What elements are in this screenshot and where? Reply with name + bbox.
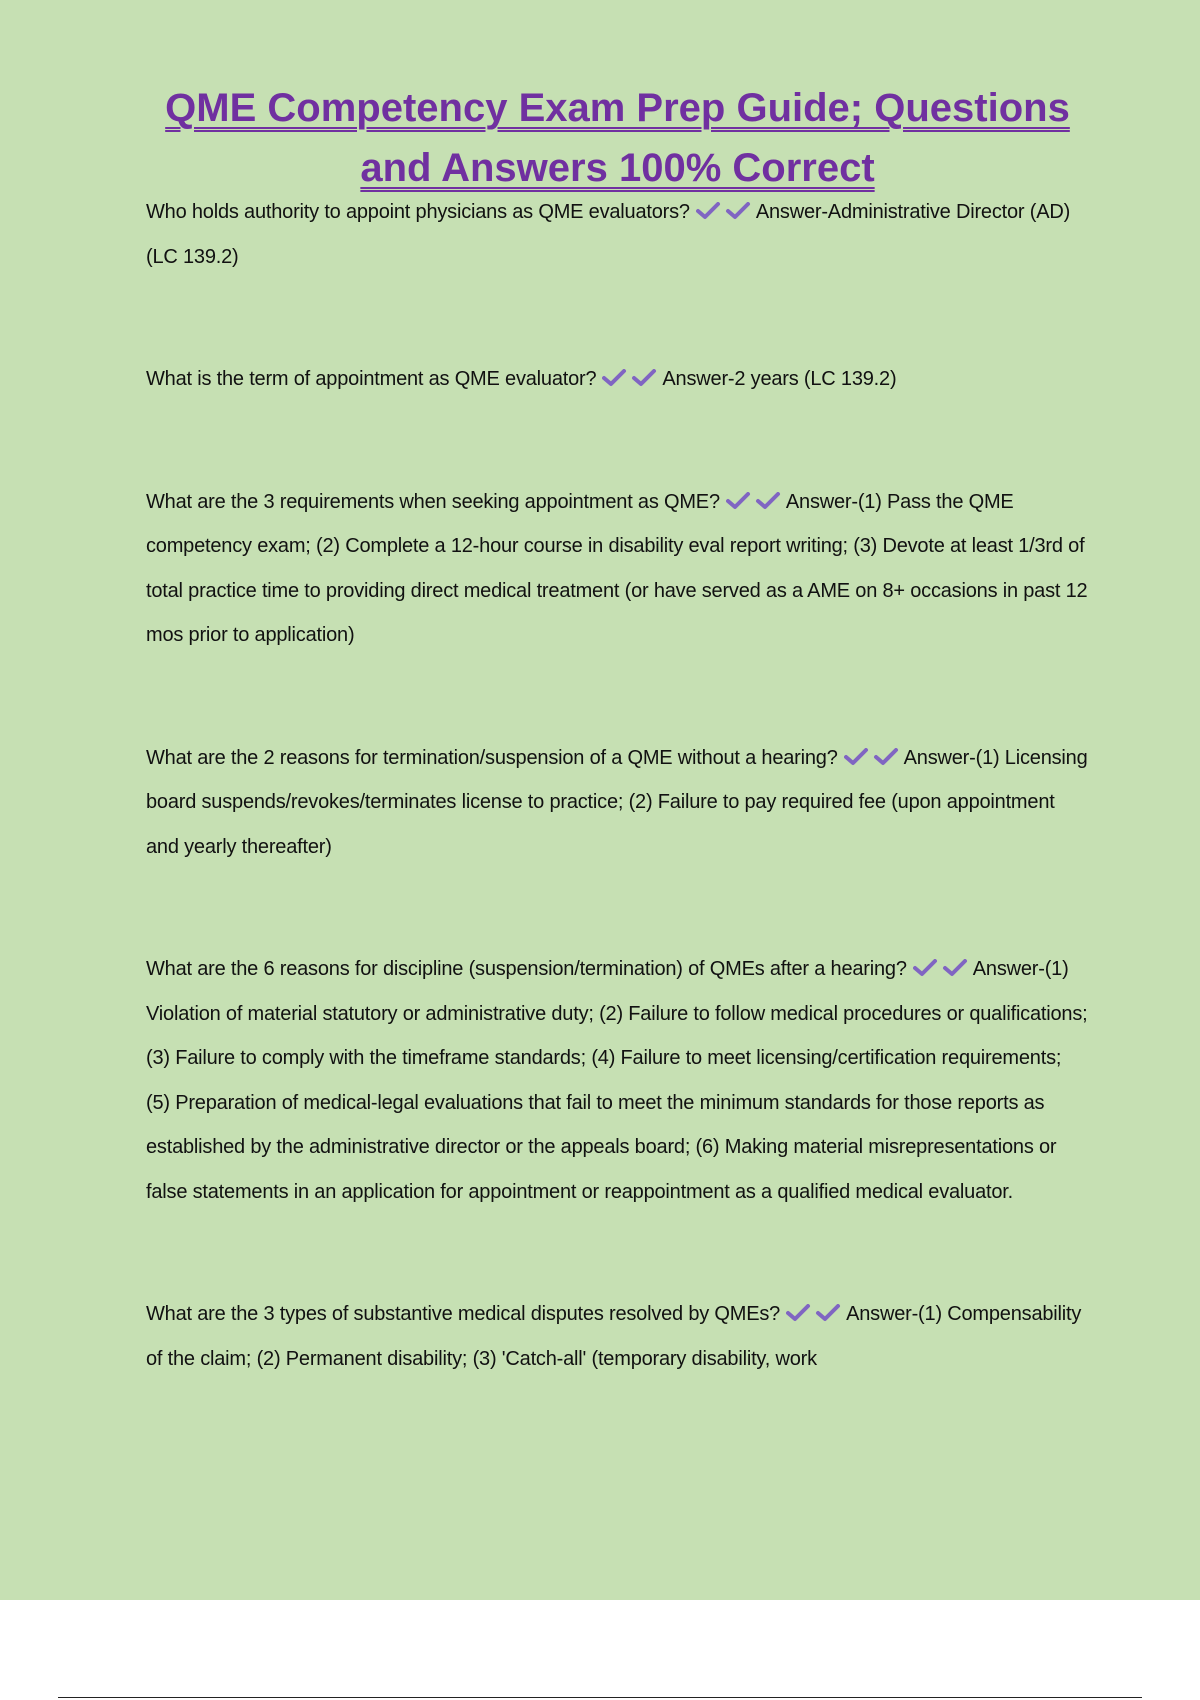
document-title: QME Competency Exam Prep Guide; Questions and Answers 100% Correct — [165, 86, 1070, 190]
double-checkmark-icon — [726, 492, 782, 510]
answer-text: Answer-(1) Violation of material statutory or administrative duty; (2) Failure to follow medical procedures or qualifications; (3) Failure to comply with the timeframe standards; (4) Failure to meet licensing/certification requirements; (5) Preparation of medical-legal evaluations that fail to meet the minimum standards for those reports as established by the administrative director or the appeals board; (6) Making material misrepresentations or false statements in an application for appointment or reappointment as a qualified medical evaluator. — [146, 958, 1088, 1203]
answer-text: Answer-2 years (LC 139.2) — [662, 368, 897, 390]
double-checkmark-icon — [696, 202, 752, 220]
qa-item — [146, 357, 1089, 402]
document-content — [146, 78, 1089, 1381]
question-text: What are the 3 types of substantive medical disputes resolved by QMEs? — [146, 1303, 781, 1325]
question-text: What are the 6 reasons for discipline (suspension/termination) of QMEs after a hearing? — [146, 958, 907, 980]
answer-text: Answer-(1) Licensing board suspends/revokes/terminates license to practice; (2) Failure to pay required fee (upon appointment and yearly thereafter) — [146, 746, 1088, 858]
double-checkmark-icon — [913, 959, 969, 977]
answer-text: Answer-Administrative Director (AD) (LC 139.2) — [146, 201, 1071, 268]
double-checkmark-icon — [786, 1304, 842, 1322]
question-text: What is the term of appointment as QME evaluator? — [146, 368, 597, 390]
qa-item — [146, 190, 1089, 279]
footer-rule — [58, 1697, 1142, 1698]
qa-item — [146, 947, 1089, 1214]
qa-item — [146, 736, 1089, 870]
double-checkmark-icon — [602, 369, 658, 387]
answer-text: Answer-(1) Compensability of the claim; (2) Permanent disability; (3) 'Catch-all' (temporary disability, work — [146, 1303, 1082, 1370]
qa-item — [146, 1292, 1089, 1381]
question-text: Who holds authority to appoint physicians as QME evaluators? — [146, 201, 690, 223]
answer-text: Answer-(1) Pass the QME competency exam; (2) Complete a 12-hour course in disability eval report writing; (3) Devote at least 1/3rd of total practice time to providing direct medical treatment (or have served as a AME on 8+ occasions in past 12 mos prior to application) — [146, 490, 1088, 646]
double-checkmark-icon — [844, 748, 900, 766]
question-text: What are the 2 reasons for termination/suspension of a QME without a hearing? — [146, 746, 838, 769]
qa-item — [146, 480, 1089, 658]
question-text: What are the 3 requirements when seeking appointment as QME? — [146, 490, 720, 513]
